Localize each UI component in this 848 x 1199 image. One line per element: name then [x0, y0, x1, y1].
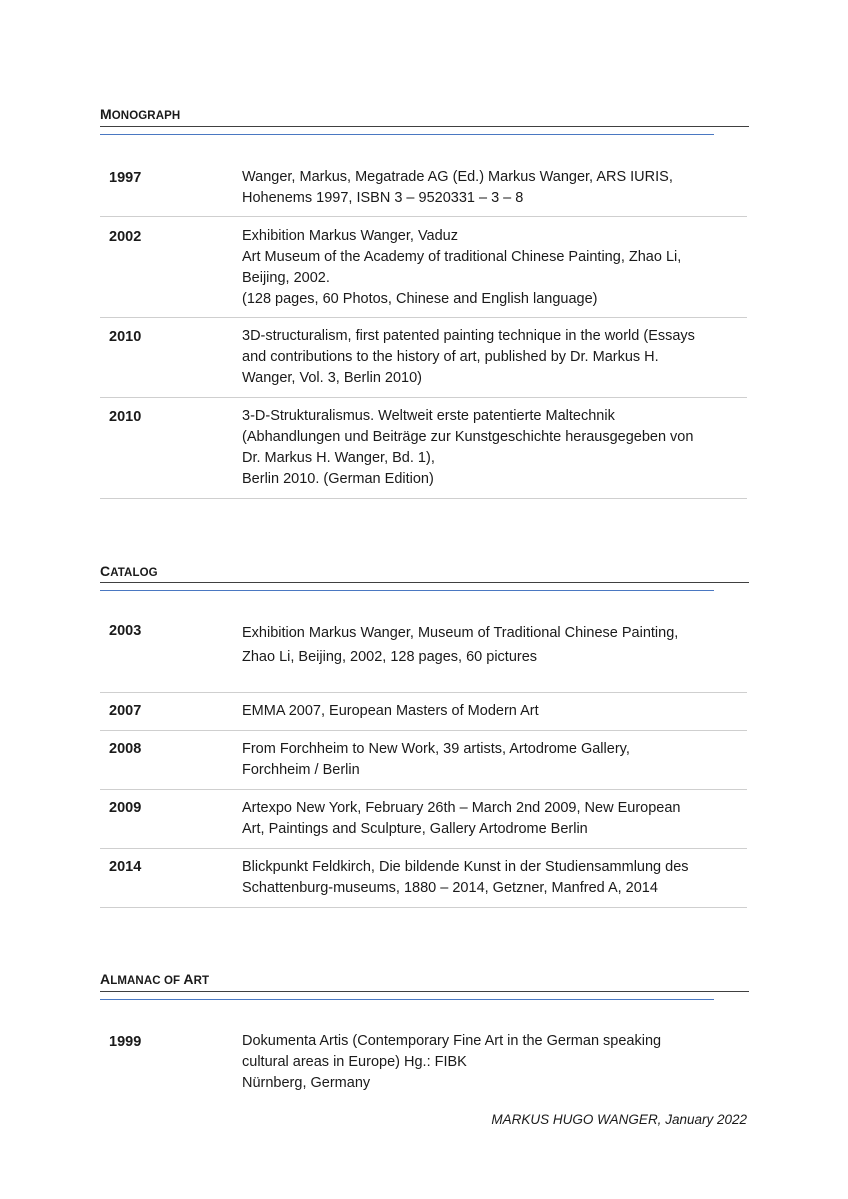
- entry-line: Zhao Li, Beijing, 2002, 128 pages, 60 pictures: [242, 649, 538, 665]
- entry-text: [242, 693, 747, 722]
- entry-line: Beijing, 2002.: [242, 270, 330, 286]
- entry-text: [242, 613, 747, 669]
- entry-year: 1999: [109, 1034, 142, 1050]
- entry-year: 2010: [109, 409, 142, 425]
- entry-line: cultural areas in Europe) Hg.: FIBK: [242, 1054, 467, 1070]
- divider: [100, 126, 749, 127]
- entry-text: [242, 398, 747, 490]
- entry-year: 2002: [109, 229, 142, 245]
- entry-list: [100, 161, 747, 499]
- entry-year: 1997: [109, 170, 142, 186]
- title-rest-2: RT: [193, 975, 210, 987]
- divider-accent: [100, 590, 714, 591]
- footer-author-date: MARKUS HUGO WANGER, January 2022: [491, 1112, 747, 1127]
- divider-accent: [100, 134, 714, 135]
- section-title: [100, 562, 750, 582]
- list-item: [100, 613, 747, 693]
- entry-line: 3D-structuralism, first patented painting technique in the world (Essays: [242, 328, 695, 344]
- list-item: [100, 731, 747, 790]
- entry-line: Artexpo New York, February 26th – March 2nd 2009, New European: [242, 800, 681, 816]
- section-title: [100, 105, 750, 125]
- entry-line: 3-D-Strukturalismus. Weltweit erste patentierte Maltechnik: [242, 408, 615, 424]
- entry-line: Blickpunkt Feldkirch, Die bildende Kunst in der Studiensammlung des: [242, 859, 689, 875]
- title-initial: C: [100, 563, 111, 579]
- divider: [100, 582, 749, 583]
- entry-year: 2007: [109, 703, 142, 719]
- list-item: [100, 849, 747, 908]
- list-item: [100, 398, 747, 499]
- entry-line: From Forchheim to New Work, 39 artists, Artodrome Gallery,: [242, 741, 630, 757]
- list-item: [100, 161, 747, 217]
- divider-accent: [100, 999, 714, 1000]
- entry-year: 2008: [109, 741, 142, 757]
- section-almanac: [100, 970, 750, 1091]
- list-item: [100, 1031, 747, 1095]
- entry-year: 2014: [109, 859, 142, 875]
- entry-year: 2009: [109, 800, 142, 816]
- entry-line: Nürnberg, Germany: [242, 1075, 371, 1091]
- entry-line: (128 pages, 60 Photos, Chinese and English language): [242, 291, 598, 307]
- entry-line: Dokumenta Artis (Contemporary Fine Art in the German speaking: [242, 1033, 662, 1049]
- section-monograph: [100, 105, 750, 487]
- entry-text: [242, 731, 747, 781]
- entry-line: (Abhandlungen und Beiträge zur Kunstgeschichte herausgegeben von: [242, 429, 694, 445]
- title-rest: ONOGRAPH: [111, 110, 181, 122]
- entry-line: Wanger, Markus, Megatrade AG (Ed.) Markus Wanger, ARS IURIS,: [242, 169, 673, 185]
- entry-text: [242, 161, 747, 209]
- list-item: [100, 790, 747, 849]
- entry-line: Art Museum of the Academy of traditional Chinese Painting, Zhao Li,: [242, 249, 682, 265]
- entry-line: and contributions to the history of art, published by Dr. Markus H.: [242, 349, 659, 365]
- entry-line: Dr. Markus H. Wanger, Bd. 1),: [242, 450, 435, 466]
- section-catalog: [100, 562, 750, 896]
- entry-text: [242, 849, 747, 899]
- entry-year: 2010: [109, 329, 142, 345]
- title-initial: A: [100, 971, 111, 987]
- entry-line: Exhibition Markus Wanger, Vaduz: [242, 228, 458, 244]
- list-item: [100, 217, 747, 318]
- entry-line: Wanger, Vol. 3, Berlin 2010): [242, 370, 423, 386]
- entry-line: Art, Paintings and Sculpture, Gallery Artodrome Berlin: [242, 821, 588, 837]
- entry-line: EMMA 2007, European Masters of Modern Art: [242, 703, 539, 719]
- title-rest: LMANAC OF: [110, 975, 184, 987]
- section-title: [100, 970, 750, 990]
- divider: [100, 991, 749, 992]
- title-rest: ATALOG: [110, 567, 158, 579]
- entry-text: [242, 1031, 747, 1094]
- entry-text: [242, 217, 747, 310]
- entry-line: Berlin 2010. (German Edition): [242, 471, 434, 487]
- entry-line: Hohenems 1997, ISBN 3 – 9520331 – 3 – 8: [242, 190, 524, 206]
- title-initial-2: A: [183, 971, 194, 987]
- list-item: [100, 318, 747, 398]
- entry-list: [100, 1031, 747, 1095]
- entry-text: [242, 318, 747, 389]
- title-initial: M: [100, 106, 112, 122]
- entry-line: Exhibition Markus Wanger, Museum of Traditional Chinese Painting,: [242, 625, 679, 641]
- entry-list: [100, 613, 747, 908]
- entry-line: Schattenburg-museums, 1880 – 2014, Getzner, Manfred A, 2014: [242, 880, 658, 896]
- entry-text: [242, 790, 747, 840]
- list-item: [100, 693, 747, 731]
- entry-line: Forchheim / Berlin: [242, 762, 360, 778]
- entry-year: 2003: [109, 623, 142, 639]
